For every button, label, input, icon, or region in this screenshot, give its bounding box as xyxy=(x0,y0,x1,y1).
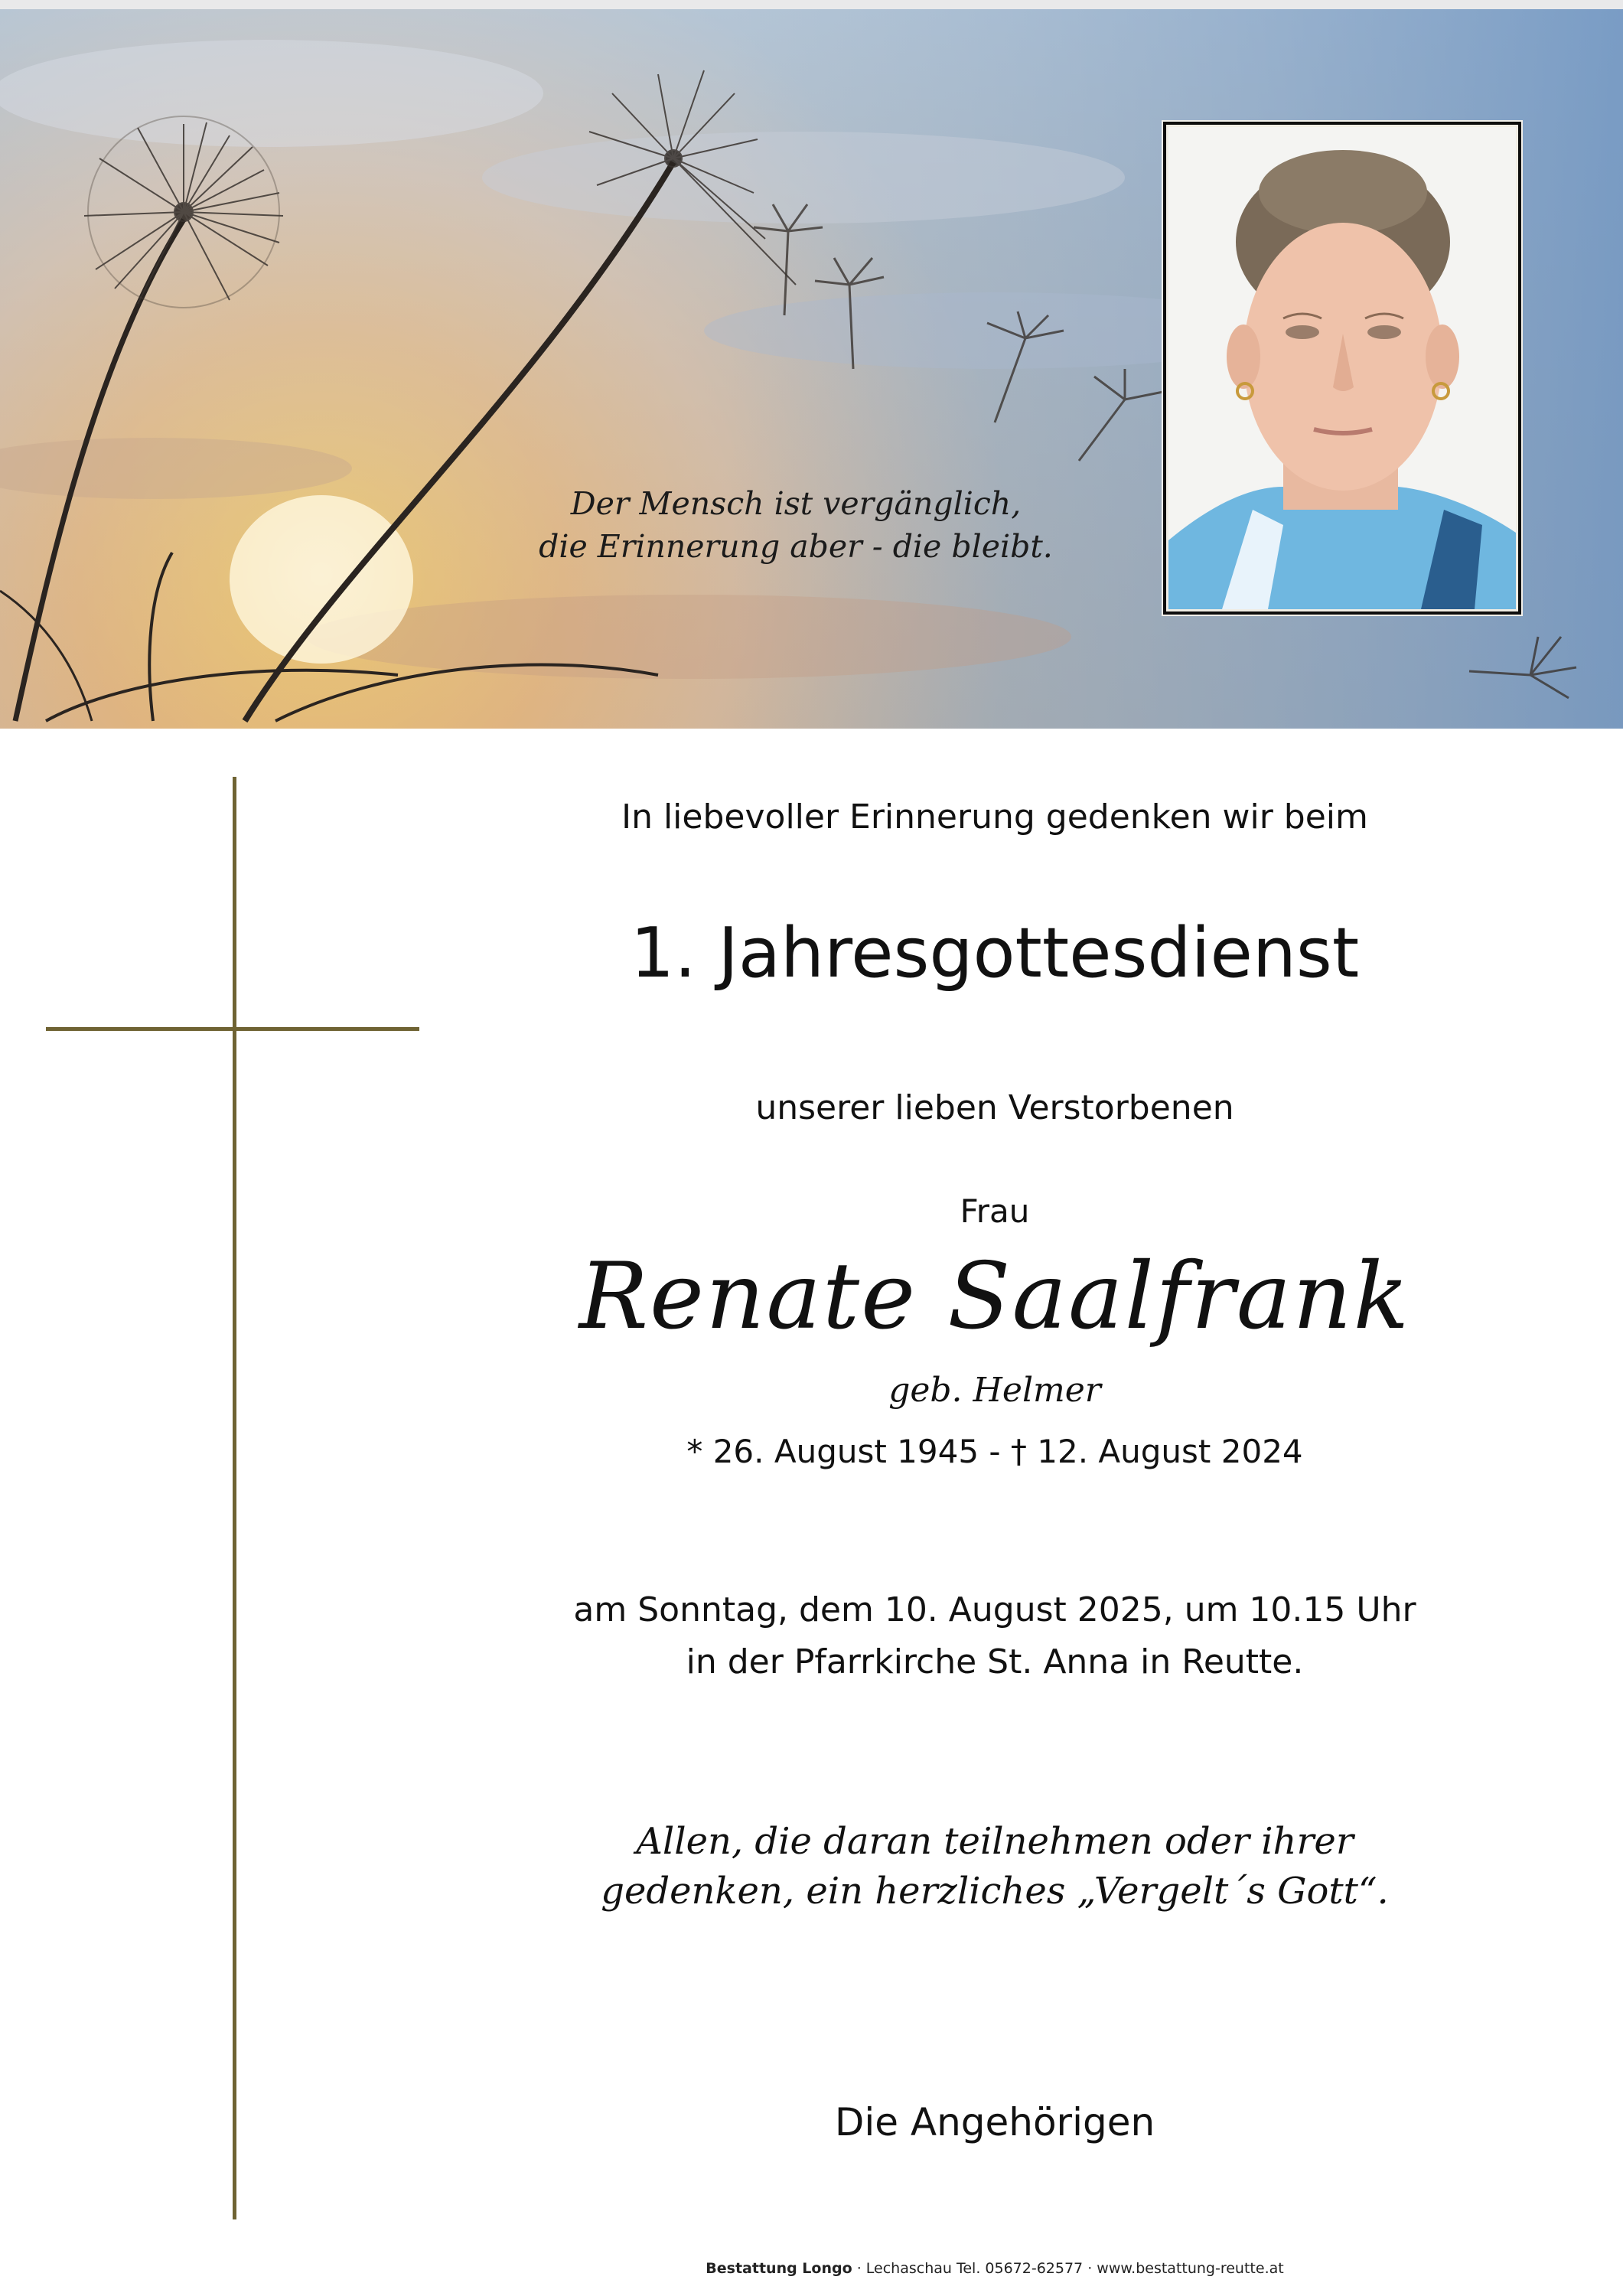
service-date-time: am Sonntag, dem 10. August 2025, um 10.15 Uhr xyxy=(573,1590,1416,1629)
footer-company: Bestattung Longo xyxy=(706,2260,852,2277)
salutation: Frau xyxy=(960,1192,1030,1230)
latin-cross-icon xyxy=(233,777,236,2219)
service-location: in der Pfarrkirche St. Anna in Reutte. xyxy=(686,1642,1304,1681)
quote-line-1: Der Mensch ist vergänglich, xyxy=(570,485,1022,522)
latin-cross-bar xyxy=(46,1027,419,1031)
footer-website: www.bestattung-reutte.at xyxy=(1097,2260,1284,2277)
memorial-quote xyxy=(497,482,1094,568)
footer-separator-1: · xyxy=(856,2260,862,2277)
life-dates: * 26. August 1945 - † 12. August 2024 xyxy=(686,1433,1303,1470)
footer-address: Lechaschau Tel. 05672-62577 xyxy=(865,2260,1084,2277)
deceased-name: Renate Saalfrank xyxy=(578,1244,1411,1350)
relatives-signature: Die Angehörigen xyxy=(834,2100,1155,2144)
service-title: 1. Jahresgottesdienst xyxy=(630,913,1360,993)
thanks-line-2: gedenken, ein herzliches „Vergelt´s Gott“. xyxy=(601,1870,1389,1913)
maiden-name: geb. Helmer xyxy=(888,1371,1101,1410)
portrait-photo xyxy=(1166,125,1518,612)
footer xyxy=(536,2258,1454,2279)
portrait-illustration xyxy=(1168,127,1516,609)
subtitle: unserer lieben Verstorbenen xyxy=(755,1088,1234,1127)
footer-separator-2: · xyxy=(1087,2260,1093,2277)
thanks-line-1: Allen, die daran teilnehmen oder ihrer xyxy=(636,1820,1354,1863)
intro-text: In liebevoller Erinnerung gedenken wir beim xyxy=(621,797,1368,837)
top-border xyxy=(0,0,1623,9)
quote-line-2: die Erinnerung aber - die bleibt. xyxy=(539,528,1053,565)
header-image-dandelion-sunset xyxy=(0,9,1623,729)
portrait-frame xyxy=(1162,120,1523,616)
